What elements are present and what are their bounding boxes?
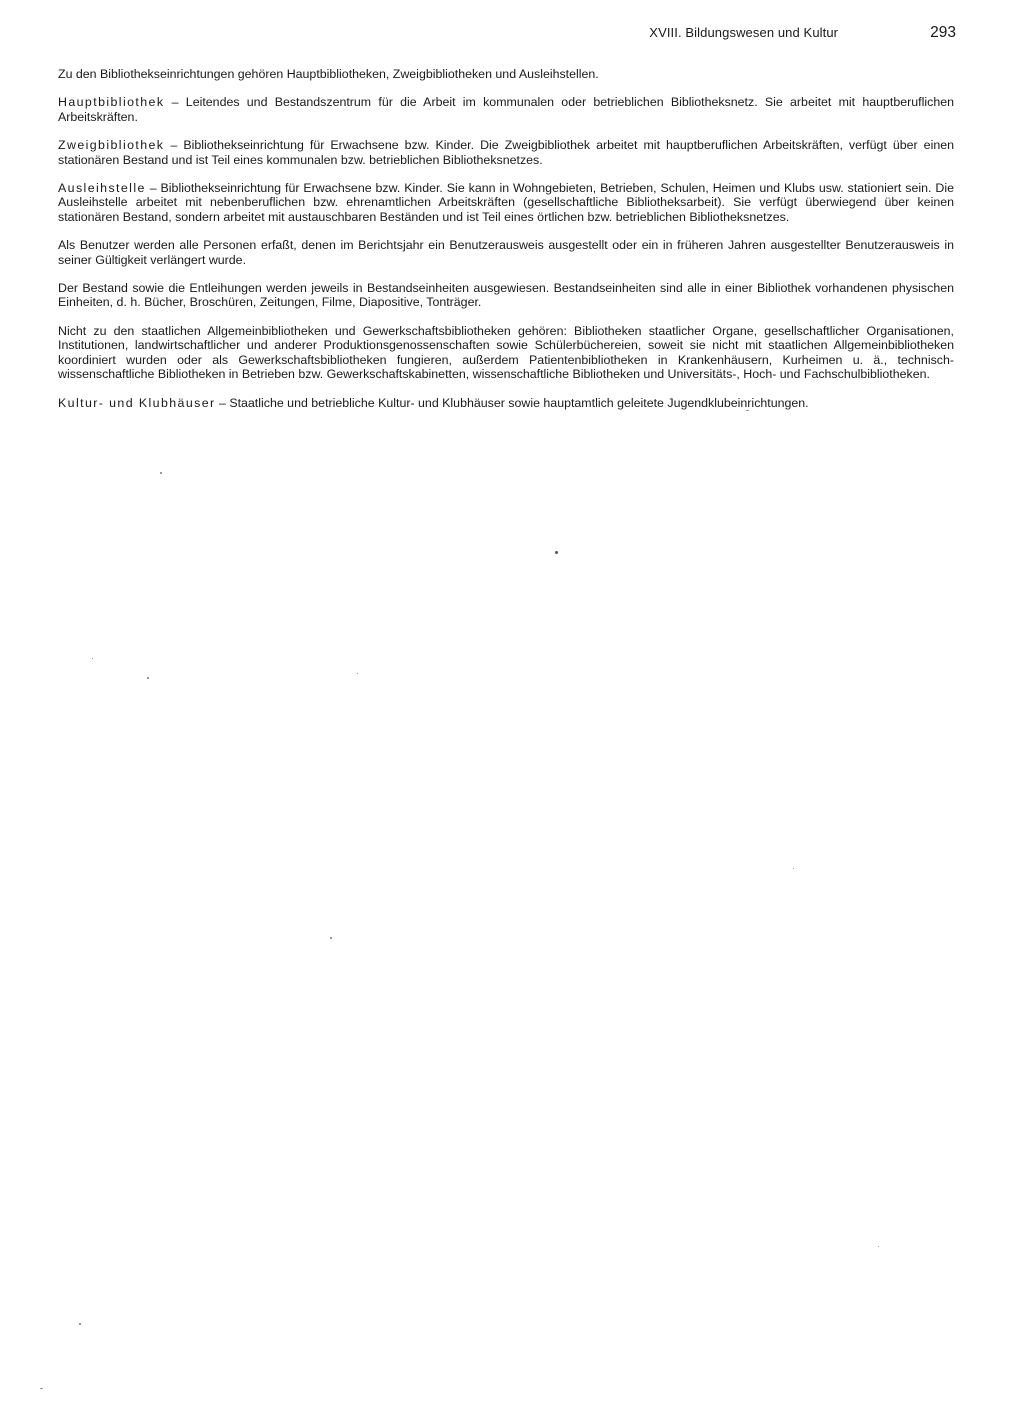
definition-ausleihstelle [58, 181, 954, 224]
scan-speck [878, 1246, 879, 1247]
paragraph-text: Zu den Bibliothekseinrichtungen gehören Hauptbibliotheken, Zweigbibliotheken und Ausleihstellen. [58, 67, 599, 81]
page-number: 293 [930, 24, 956, 41]
scan-speck [147, 677, 149, 679]
definition-hauptbibliothek [58, 95, 954, 124]
term-hauptbibliothek: Hauptbibliothek [58, 95, 165, 110]
scan-speck [79, 1323, 81, 1325]
paragraph-text: Der Bestand sowie die Entleihungen werden jeweils in Bestandseinheiten ausgewiesen. Bestandseinheiten sind alle in einer Bibliothek vorhandenen physischen Einheiten, d. h. Bücher, Broschüren, Zeitungen, Filme, Diapositive, Tonträger. [58, 281, 954, 310]
definition-text: – Bibliothekseinrichtung für Erwachsene bzw. Kinder. Die Zweigbibliothek arbeitet mit hauptberuflichen Arbeitskräften, verfügt über einen stationären Bestand und ist Teil eines kommunalen bzw. betrieblichen Bibliotheksnetzes. [58, 138, 954, 167]
scan-speck [555, 551, 558, 554]
section-title: XVIII. Bildungswesen und Kultur [649, 25, 839, 40]
running-header [58, 24, 956, 46]
definition-text: – Bibliothekseinrichtung für Erwachsene bzw. Kinder. Sie kann in Wohngebieten, Betrieben, Schulen, Heimen und Klubs usw. stationiert sein. Die Ausleihstelle arbeitet mit nebenberuflichen bzw. ehrenamtlichen Arbeitskräften (gesellschaftliche Bibliotheksarbeit). Sie verfügt überwiegend über keinen stationären Bestand, sondern arbeitet mit austauschbaren Beständen und ist Teil eines örtlichen bzw. betrieblichen Bibliotheksnetzes. [58, 181, 954, 224]
scan-speck [40, 1388, 43, 1389]
scan-speck [160, 472, 162, 474]
paragraph-text: Als Benutzer werden alle Personen erfaßt, denen im Berichtsjahr ein Benutzerausweis ausgestellt oder ein in früheren Jahren ausgestellter Benutzerausweis in seiner Gültigkeit verlängert wurde. [58, 238, 954, 267]
body-text [58, 67, 954, 424]
term-kultur-und-klubhaeuser: Kultur- und Klubhäuser [58, 395, 216, 410]
definition-zweigbibliothek [58, 138, 954, 167]
scan-speck [357, 673, 358, 674]
scan-speck [793, 868, 794, 869]
definition-text: – Leitendes und Bestandszentrum für die Arbeit im kommunalen oder betrieblichen Bibliotheksnetz. Sie arbeitet mit hauptberuflichen Arbeitskräften. [58, 95, 954, 124]
scan-speck [92, 658, 93, 659]
term-zweigbibliothek: Zweigbibliothek [58, 138, 165, 153]
paragraph-text: Nicht zu den staatlichen Allgemeinbibliotheken und Gewerkschaftsbibliotheken gehören: Bibliotheken staatlicher Organe, gesellschaftlicher Organisationen, Institutionen, landwirtschaftlicher und anderer Produktionsgenossenschaften sowie Schülerbüchereien, soweit sie nicht mit staatlichen Allgemeinbibliotheken koordiniert wurden oder als Gewerkschaftsbibliotheken fungieren, außerdem Patientenbibliotheken in Krankenhäusern, Kurheimen u. ä., technisch-wissenschaftliche Bibliotheken in Betrieben bzw. Gewerkschaftskabinetten, wissenschaftliche Bibliotheken und Universitäts-, Hoch- und Fachschulbibliotheken. [58, 323, 954, 382]
term-ausleihstelle: Ausleihstelle [58, 181, 146, 196]
paragraph-bestand [58, 281, 954, 310]
scan-speck [330, 937, 332, 939]
paragraph-ausnahmen [58, 324, 954, 382]
paragraph-intro [58, 67, 954, 81]
definition-kulturhaeuser [58, 396, 954, 410]
paragraph-benutzer [58, 238, 954, 267]
definition-text: – Staatliche und betriebliche Kultur- und Klubhäuser sowie hauptamtlich geleitete Jugendklubeinrichtungen. [215, 395, 809, 410]
scan-speck [746, 410, 749, 411]
